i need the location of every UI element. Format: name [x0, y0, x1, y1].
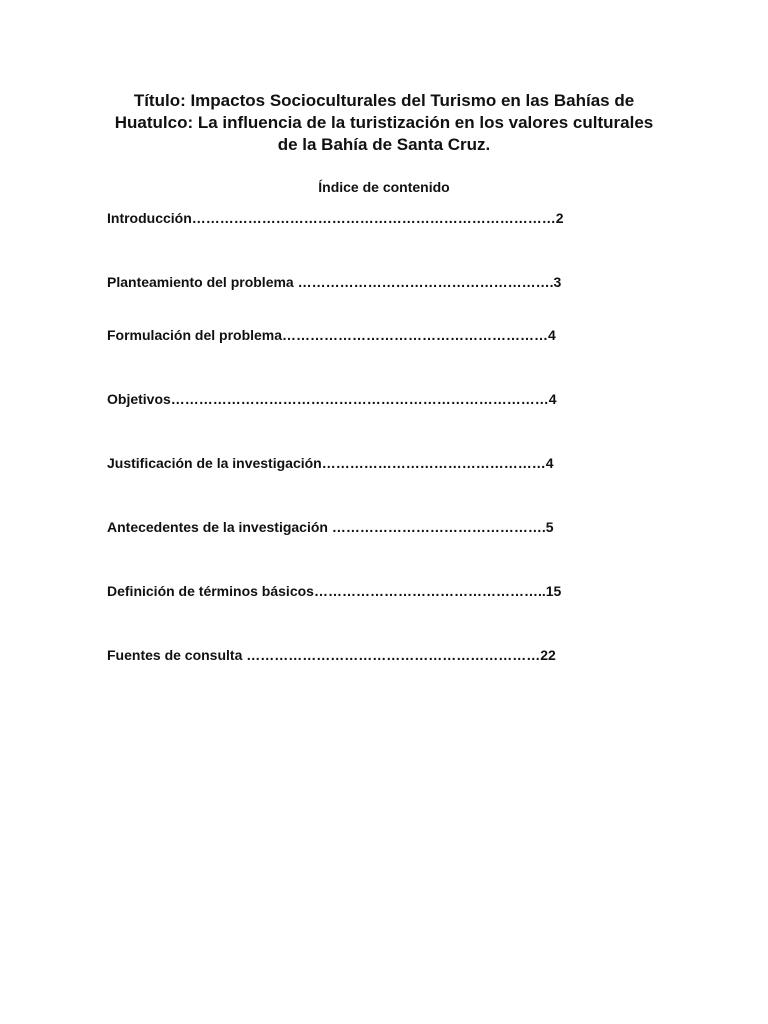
document-title: Título: Impactos Socioculturales del Turismo en las Bahías de Huatulco: La influencia de la turistización en los valores culturales de la Bahía de Santa Cruz. [114, 91, 654, 154]
toc-entry-label: Fuentes de consulta [107, 647, 247, 663]
toc-entry-label: Introducción [107, 210, 192, 226]
toc-entry-leader: ………………………………………….. [313, 583, 546, 599]
toc-entry-label: Planteamiento del problema [107, 274, 298, 290]
toc-entry-planteamiento [107, 273, 561, 291]
toc-entry-label: Definición de términos básicos [107, 583, 314, 599]
toc-entry-page: 3 [553, 274, 562, 290]
toc-entry-introduccion [107, 209, 564, 227]
toc-entry-page: 2 [555, 210, 564, 226]
toc-entry-page: 4 [548, 327, 556, 343]
toc-entry-fuentes [107, 646, 556, 664]
toc-entry-label: Antecedentes de la investigación [107, 519, 332, 535]
toc-entry-label: Formulación del problema [107, 327, 283, 343]
toc-entry-leader: ……………………………………………………………………… [170, 391, 549, 407]
toc-entry-leader: …………………………………………………………………… [191, 210, 556, 226]
toc-entry-leader: ………………………………………… [321, 455, 546, 471]
toc-entry-label: Objetivos [107, 391, 171, 407]
toc-entry-leader: ………………………………………………. [297, 274, 554, 290]
toc-heading: Índice de contenido [318, 179, 450, 195]
toc-entry-label: Justificación de la investigación [107, 455, 322, 471]
toc-entry-leader: ………………………………………. [331, 519, 546, 535]
toc-entry-antecedentes [107, 518, 554, 536]
toc-entry-page: 4 [548, 391, 557, 407]
toc-entry-leader: ……………………………………………………… [246, 647, 541, 663]
toc-entry-formulacion [107, 326, 556, 344]
toc-entry-justificacion [107, 454, 554, 472]
toc-entry-page: 5 [545, 519, 554, 535]
toc-entry-page: 22 [540, 647, 556, 663]
toc-entry-objetivos [107, 390, 557, 408]
toc-entry-page: 15 [545, 583, 562, 599]
toc-entry-leader: ………………………………………………… [282, 327, 549, 343]
toc-entry-page: 4 [545, 455, 554, 471]
toc-entry-definicion [107, 582, 561, 600]
